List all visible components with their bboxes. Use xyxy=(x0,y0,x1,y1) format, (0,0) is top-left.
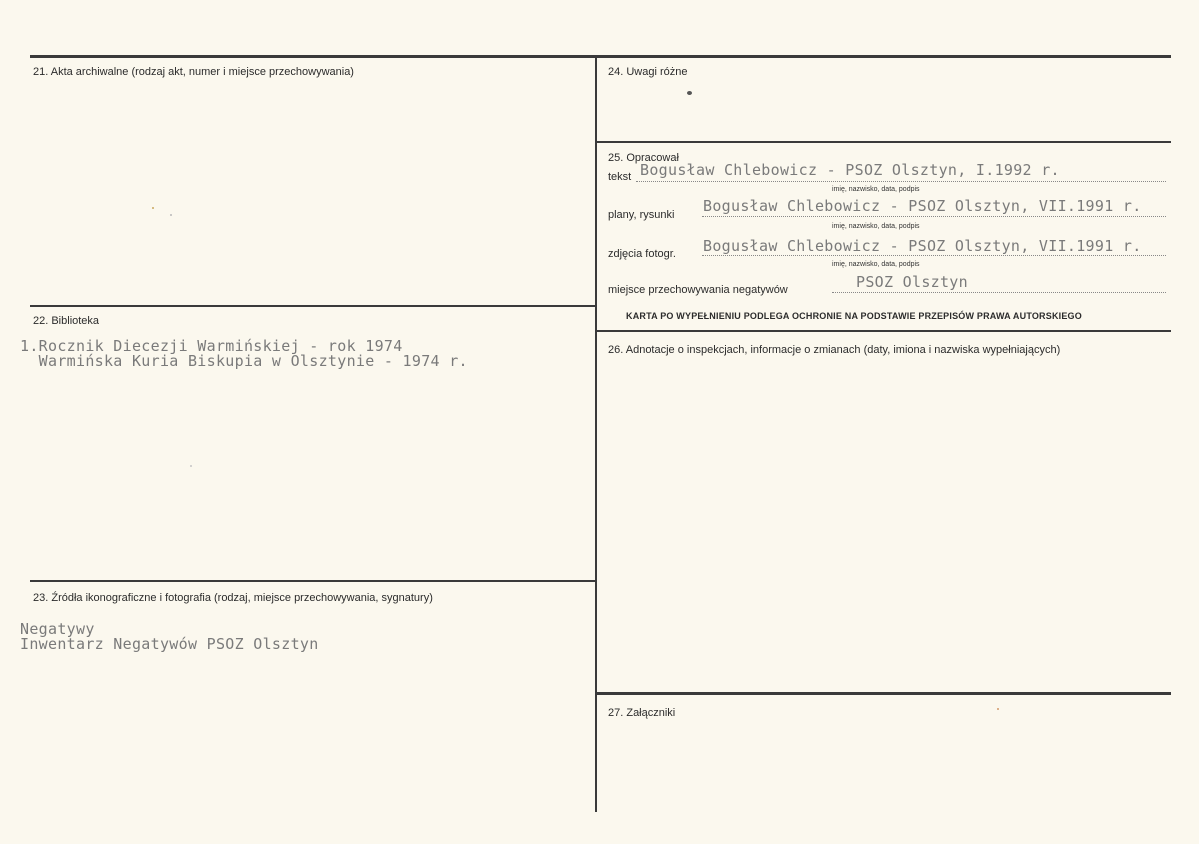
row-photos-caption: imię, nazwisko, data, podpis xyxy=(832,261,920,268)
section-23-line-1: Negatywy xyxy=(20,620,95,638)
paper-speck xyxy=(997,708,999,710)
row-drawings-value: Bogusław Chlebowicz - PSOZ Olsztyn, VII.1991 r. xyxy=(703,197,1142,215)
negatives-line xyxy=(832,292,1166,293)
rule-24-25 xyxy=(596,141,1171,143)
center-divider xyxy=(595,55,597,812)
section-23-label: 23. Źródła ikonograficzne i fotografia (rodzaj, miejsce przechowywania, sygnatury) xyxy=(33,592,433,604)
section-22-label: 22. Biblioteka xyxy=(33,315,100,327)
row-text-label: tekst xyxy=(608,171,632,183)
row-text-line xyxy=(636,181,1166,182)
negatives-value: PSOZ Olsztyn xyxy=(856,273,968,291)
paper-speck xyxy=(152,207,154,209)
row-photos-label: zdjęcia fotogr. xyxy=(608,248,676,260)
rule-22-23 xyxy=(30,580,596,582)
row-drawings-label: plany, rysunki xyxy=(608,209,675,221)
row-text-value: Bogusław Chlebowicz - PSOZ Olsztyn, I.1992 r. xyxy=(640,161,1060,179)
section-24-label: 24. Uwagi różne xyxy=(608,66,688,78)
row-drawings-line xyxy=(702,216,1166,217)
paper-speck xyxy=(190,465,192,467)
section-25-label: 25. Opracował xyxy=(608,152,679,164)
row-drawings-caption: imię, nazwisko, data, podpis xyxy=(832,223,920,230)
section-21-label: 21. Akta archiwalne (rodzaj akt, numer i miejsce przechowywania) xyxy=(33,66,354,78)
section-23-line-2: Inwentarz Negatywów PSOZ Olsztyn xyxy=(20,635,319,653)
copyright-notice: KARTA PO WYPEŁNIENIU PODLEGA OCHRONIE NA PODSTAWIE PRZEPISÓW PRAWA AUTORSKIEGO xyxy=(626,311,1082,321)
rule-25-26 xyxy=(596,330,1171,332)
row-photos-line xyxy=(702,255,1166,256)
rule-26-27 xyxy=(596,692,1171,695)
section-22-line-2: Warmińska Kuria Biskupia w Olsztynie - 1974 r. xyxy=(20,352,468,370)
section-22-line-1: 1.Rocznik Diecezji Warmińskiej - rok 1974 xyxy=(20,337,403,355)
row-photos-value: Bogusław Chlebowicz - PSOZ Olsztyn, VII.1991 r. xyxy=(703,237,1142,255)
rule-21-22 xyxy=(30,305,596,307)
section-26-label: 26. Adnotacje o inspekcjach, informacje o zmianach (daty, imiona i nazwiska wypełniających) xyxy=(608,344,1061,356)
negatives-label: miejsce przechowywania negatywów xyxy=(608,284,788,296)
paper-speck xyxy=(170,214,172,216)
row-text-caption: imię, nazwisko, data, podpis xyxy=(832,186,920,193)
section-27-label: 27. Załączniki xyxy=(608,707,676,719)
ink-mark xyxy=(687,91,692,95)
top-rule xyxy=(30,55,1171,58)
